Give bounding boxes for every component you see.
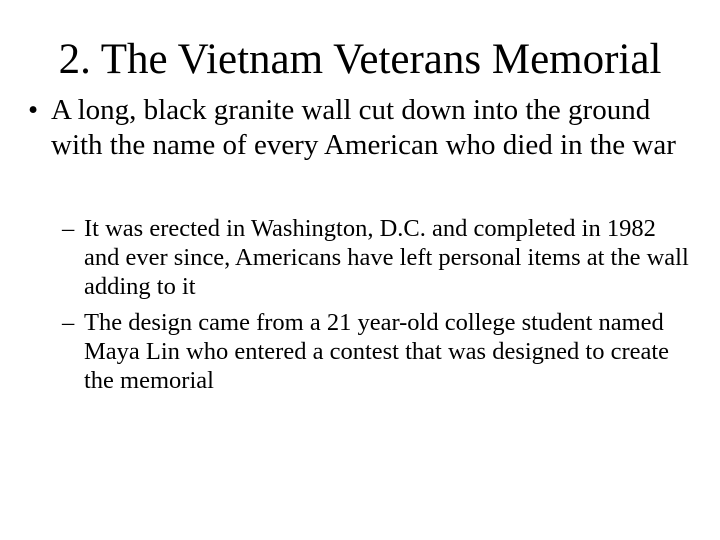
bullet-marker: • (28, 94, 39, 126)
sub-bullet-marker: – (62, 309, 75, 336)
sub-bullet-list (62, 214, 692, 402)
slide-title: 2. The Vietnam Veterans Memorial (58, 36, 662, 83)
sub-bullet-item (62, 214, 692, 301)
sub-bullet-text: The design came from a 21 year-old college student named Maya Lin who entered a contest that was designed to create the memorial (84, 309, 670, 394)
sub-bullet-text: It was erected in Washington, D.C. and completed in 1982 and ever since, Americans have left personal items at the wall adding to it (84, 215, 689, 300)
sub-bullet-marker: – (62, 215, 75, 242)
sub-bullet-item (62, 308, 692, 395)
bullet-text: A long, black granite wall cut down into the ground with the name of every American who died in the war (51, 94, 676, 161)
bullet-item (28, 93, 688, 163)
